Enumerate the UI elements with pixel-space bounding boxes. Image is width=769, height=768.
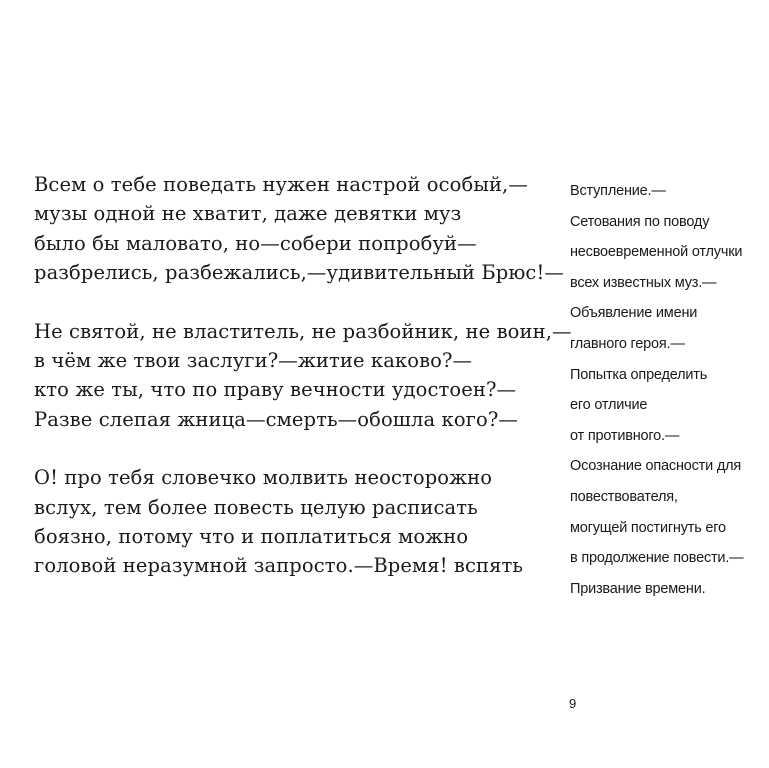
stanza-2: [34, 317, 572, 435]
gloss-line: от противного.—: [570, 427, 680, 444]
poem-line: в чём же твои заслуги?—житие каково?—: [34, 349, 473, 373]
stanza-1: [34, 170, 564, 288]
poem-line: разбрелись, разбежались,—удивительный Брюс!—: [34, 261, 564, 285]
poem-line: головой неразумной запросто.—Время! вспять: [34, 554, 524, 578]
poem-line: боязно, потому что и поплатиться можно: [34, 525, 469, 549]
gloss-line: главного героя.—: [570, 335, 685, 352]
gloss-line: его отличие: [570, 397, 648, 414]
poem-line: Всем о тебе поведать нужен настрой особый,—: [34, 173, 528, 196]
poem-text: [34, 170, 572, 610]
gloss-line: в продолжение повести.—: [570, 550, 744, 567]
poem-line: музы одной не хватит, даже девятки муз: [34, 202, 462, 226]
poem-line: вслух, тем более повесть целую расписать: [34, 495, 478, 519]
poem-line: было бы маловато, но—собери попробуй—: [34, 231, 477, 255]
margin-gloss: [570, 176, 765, 604]
gloss-line: Осознание опасности для: [570, 458, 742, 475]
gloss-line: всех известных муз.—: [570, 274, 717, 291]
gloss-line: повествователя,: [570, 488, 678, 505]
gloss-line: Сетования по поводу: [570, 213, 710, 230]
poem-line: О! про тебя словечко молвить неосторожно: [34, 466, 493, 490]
gloss-line: могущей постигнуть его: [570, 519, 726, 536]
gloss-line: Вступление.—: [570, 183, 666, 199]
poem-line: Разве слепая жница—смерть—обошла кого?—: [34, 407, 518, 431]
gloss-line: Попытка определить: [570, 366, 708, 383]
gloss-line: Объявление имени: [570, 305, 698, 322]
stanza-3: [34, 463, 534, 581]
poem-line: кто же ты, что по праву вечности удостоен?—: [34, 378, 517, 402]
gloss-line: Призвание времени.: [570, 580, 706, 597]
gloss-line: несвоевременной отлучки: [570, 244, 743, 261]
poem-line: Не святой, не властитель, не разбойник, не воин,—: [34, 319, 572, 343]
page-number: 9: [569, 696, 577, 711]
